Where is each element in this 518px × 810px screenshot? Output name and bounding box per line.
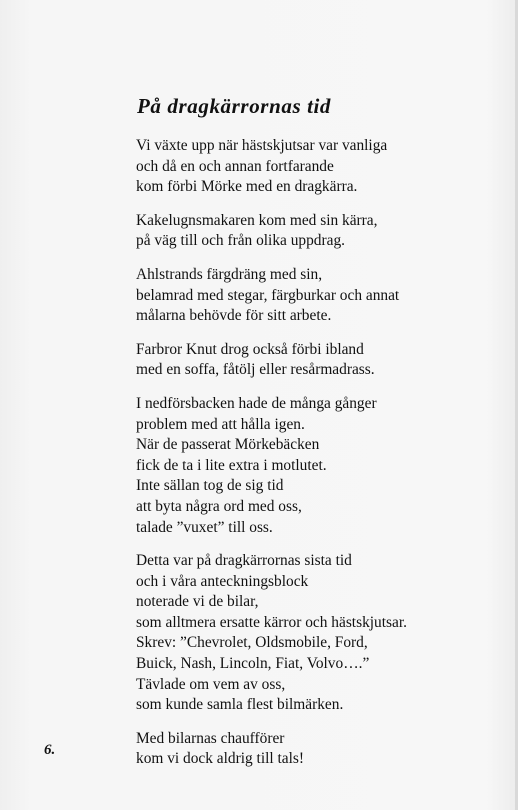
poem-line: och då en och annan fortfarande — [136, 157, 334, 175]
poem-line: Detta var på dragkärrornas sista tid — [136, 552, 352, 570]
poem-line: Ahlstrands färgdräng med sin, — [136, 265, 323, 283]
poem-line: Buick, Nash, Lincoln, Fiat, Volvo….” — [136, 655, 370, 673]
stanza-7 — [136, 729, 506, 770]
poem-line: Farbror Knut drog också förbi ibland — [136, 340, 364, 358]
page-number: 6. — [44, 742, 56, 758]
poem-body — [136, 136, 506, 783]
stanza-5 — [136, 394, 506, 538]
poem-line: noterade vi de bilar, — [136, 593, 259, 611]
poem-line: Tävlade om vem av oss, — [136, 675, 286, 693]
poem-line: kom vi dock aldrig till tals! — [136, 750, 304, 768]
stanza-2 — [136, 211, 506, 252]
poem-line: Med bilarnas chaufförer — [136, 729, 285, 747]
poem-line: att byta några ord med oss, — [136, 497, 302, 515]
poem-line: på väg till och från olika uppdrag. — [136, 232, 345, 250]
poem-line: Skrev: ”Chevrolet, Oldsmobile, Ford, — [136, 634, 368, 652]
poem-line: När de passerat Mörkebäcken — [136, 436, 320, 454]
poem-line: I nedförsbacken hade de många gånger — [136, 394, 377, 412]
poem-line: problem med att hålla igen. — [136, 415, 305, 433]
poem-line: belamrad med stegar, färgburkar och annat — [136, 286, 400, 304]
poem-line: Kakelugnsmakaren kom med sin kärra, — [136, 211, 378, 229]
poem-title: På dragkärrornas tid — [137, 94, 332, 118]
poem-line: fick de ta i lite extra i motlutet. — [136, 456, 327, 474]
poem-line: som kunde samla flest bilmärken. — [136, 696, 344, 714]
poem-line: som alltmera ersatte kärror och hästskjutsar. — [136, 613, 407, 631]
poem-line: målarna behövde för sitt arbete. — [136, 307, 332, 325]
stanza-6 — [136, 551, 506, 716]
poem-line: Vi växte upp när hästskjutsar var vanliga — [136, 137, 388, 154]
stanza-3 — [136, 265, 506, 327]
poem-line: kom förbi Mörke med en dragkärra. — [136, 178, 358, 196]
poem-line: med en soffa, fåtölj eller resårmadrass. — [136, 361, 375, 379]
poem-line: Inte sällan tog de sig tid — [136, 477, 284, 495]
stanza-1 — [136, 136, 506, 198]
poem-line: talade ”vuxet” till oss. — [136, 518, 273, 536]
stanza-4 — [136, 340, 506, 381]
poem-line: och i våra anteckningsblock — [136, 572, 309, 590]
